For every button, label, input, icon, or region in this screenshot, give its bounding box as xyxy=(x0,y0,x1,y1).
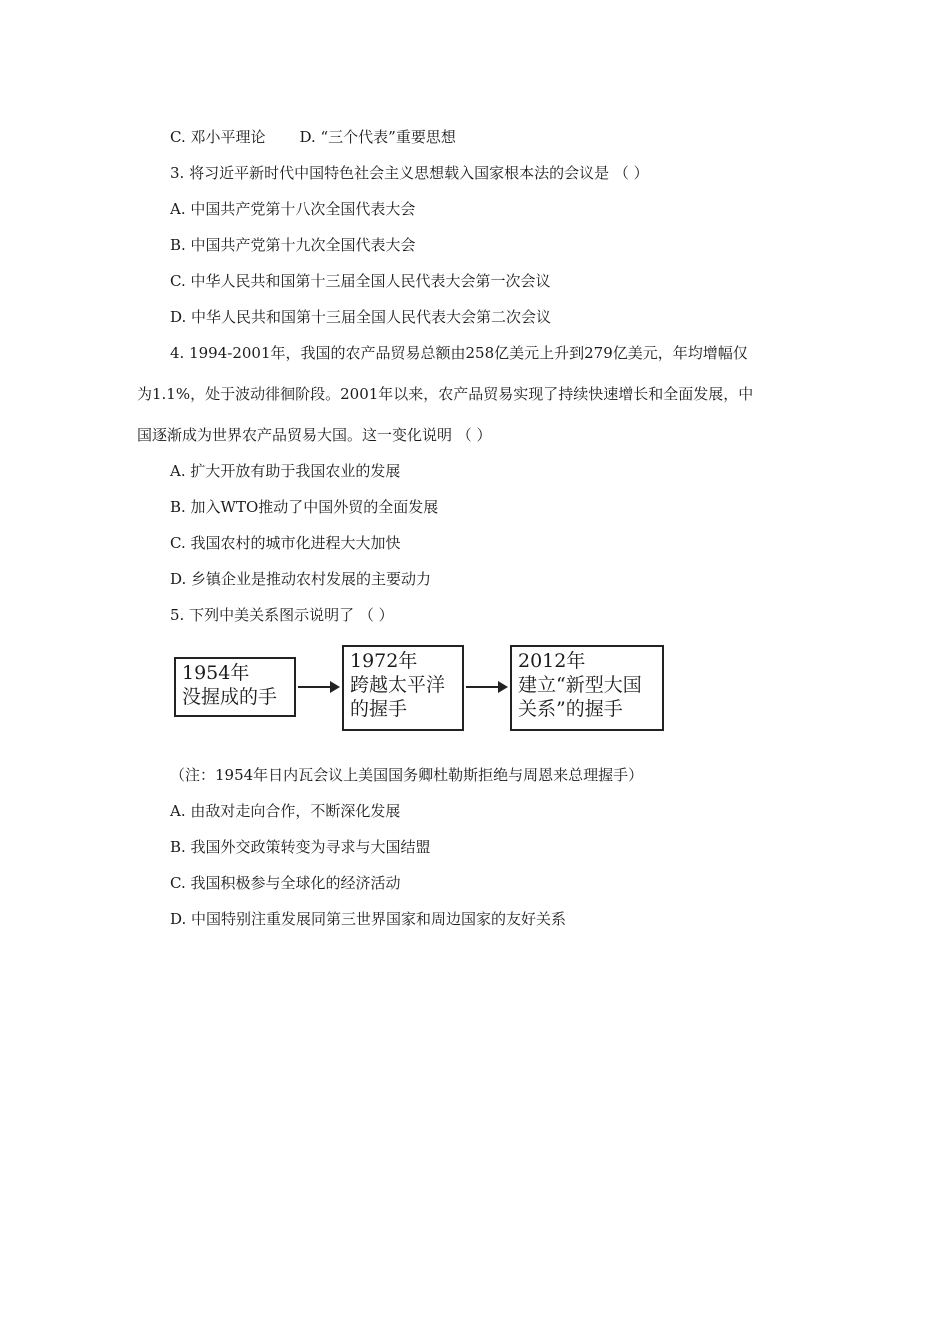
diagram-box-1954: 1954年 没握成的手 xyxy=(174,657,296,717)
q5-option-a: A. 由敌对走向合作，不断深化发展 xyxy=(170,802,401,820)
q3-option-c: C. 中华人民共和国第十三届全国人民代表大会第一次会议 xyxy=(170,272,551,290)
q4-stem-line-3: 国逐渐成为世界农产品贸易大国。这一变化说明 （ ） xyxy=(137,426,492,444)
arrow-right-icon xyxy=(466,686,506,688)
q4-option-c: C. 我国农村的城市化进程大大加快 xyxy=(170,534,401,552)
q4-stem-line-2: 为1.1%，处于波动徘徊阶段。2001年以来，农产品贸易实现了持续快速增长和全面发展，中 xyxy=(137,385,754,403)
q4-stem-line-1: 4. 1994-2001年，我国的农产品贸易总额由258亿美元上升到279亿美元，年均增幅仅 xyxy=(170,344,748,362)
diagram-box-2012: 2012年 建立“新型大国 关系”的握手 xyxy=(510,645,664,731)
q4-option-b: B. 加入WTO推动了中国外贸的全面发展 xyxy=(170,498,439,516)
q2-options-cd xyxy=(170,127,456,147)
q3-option-d: D. 中华人民共和国第十三届全国人民代表大会第二次会议 xyxy=(170,308,552,326)
q4-option-d: D. 乡镇企业是推动农村发展的主要动力 xyxy=(170,570,432,588)
q4-option-a: A. 扩大开放有助于我国农业的发展 xyxy=(170,462,401,480)
q2-option-d: D. “三个代表”重要思想 xyxy=(299,128,456,146)
q5-stem: 5. 下列中美关系图示说明了 （ ） xyxy=(170,606,394,624)
q3-option-a: A. 中国共产党第十八次全国代表大会 xyxy=(170,200,416,218)
arrow-right-icon xyxy=(298,686,338,688)
q5-note: （注：1954年日内瓦会议上美国国务卿杜勒斯拒绝与周恩来总理握手） xyxy=(170,766,644,784)
q2-option-c: C. 邓小平理论 xyxy=(170,128,266,146)
q5-option-b: B. 我国外交政策转变为寻求与大国结盟 xyxy=(170,838,431,856)
q5-option-d: D. 中国特别注重发展同第三世界国家和周边国家的友好关系 xyxy=(170,910,567,928)
q3-option-b: B. 中国共产党第十九次全国代表大会 xyxy=(170,236,416,254)
us-china-relations-diagram xyxy=(174,643,674,743)
q3-stem: 3. 将习近平新时代中国特色社会主义思想载入国家根本法的会议是 （ ） xyxy=(170,164,649,182)
q5-option-c: C. 我国积极参与全球化的经济活动 xyxy=(170,874,401,892)
diagram-box-1972: 1972年 跨越太平洋 的握手 xyxy=(342,645,464,731)
